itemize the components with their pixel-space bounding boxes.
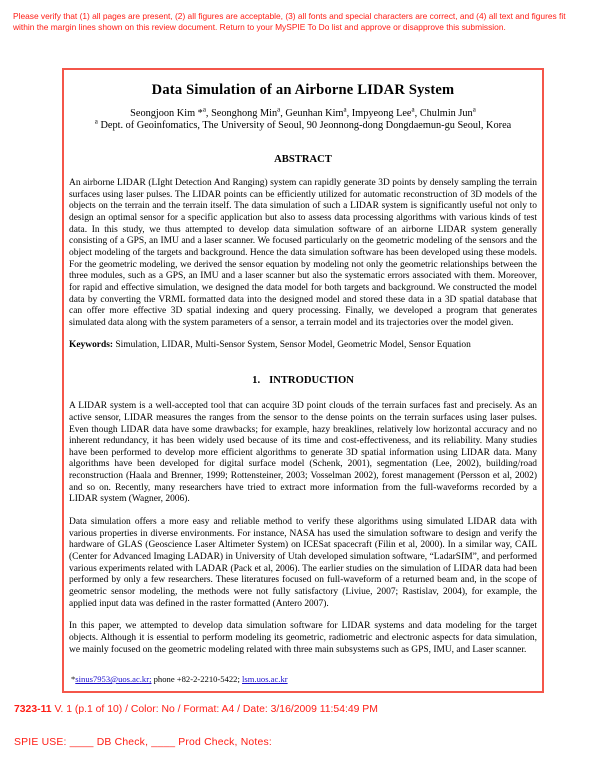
author-affil-mark: a [343, 105, 347, 114]
paper-title: Data Simulation of an Airborne LIDAR System [151, 82, 455, 98]
spie-use-line: SPIE USE: ____ DB Check, ____ Prod Check, Notes: [14, 737, 272, 748]
author-name: Geunhan Kim [285, 108, 344, 119]
footnote-phone: phone +82-2-2210-5422; [151, 674, 243, 684]
paper-id: 7323-11 [14, 704, 52, 715]
author-separator: , [205, 108, 212, 119]
abstract-heading: ABSTRACT [274, 154, 332, 165]
introduction-paragraph: A LIDAR system is a well-accepted tool that can acquire 3D point clouds of the terrain surfaces fast and precisely. As an active sensor, LIDAR measures the ranges from the sensor to the dense points on the terrain surfaces using laser pulses. Even though LIDAR data have some drawbacks; for example, hazy breaklines, relatively low horizontal accuracy and no inherent redundancy, it has been widely used because of its time and cost-effectiveness, and its reliability. Many studies have been performed to develop more efficient algorithms to generate 3D spatial information using LIDAR data. Many algorithms have been developed for digital surface model (Schenk, 2001), segmentation (Lee, 2002), building/road reconstruction (Haala and Brenner, 1999; Rottensteiner, 2003; Vosselman 2002), forest management (Persson et al, 2002) and so on. Recently, many researchers have tried to extract more information from the full-waveforms recorded by a LIDAR system (Wagner, 2006). [69, 401, 537, 505]
affiliation-text: Dept. of Geoinfomatics, The University of Seoul, 90 Jeonnong-dong Dongdaemun-gu Seoul, Korea [97, 120, 512, 131]
author-name: Chulmin Jun [419, 108, 473, 119]
affiliation-mark: a [94, 117, 98, 126]
section-title: INTRODUCTION [269, 375, 354, 387]
section-number: 1. [252, 375, 261, 387]
introduction-heading [69, 375, 537, 386]
author-separator: , [414, 108, 420, 119]
affiliation-line [69, 117, 537, 131]
proof-info: V. 1 (p.1 of 10) / Color: No / Format: A4 / Date: 3/16/2009 11:54:49 PM [51, 704, 378, 715]
introduction-paragraph: Data simulation offers a more easy and reliable method to verify these algorithms using simulated LIDAR data with various properties in diverse environments. For instance, NASA has used the simulation software to design and verify the hardware of GLAS (Geoscience Laser Altimeter System) on ICESat spacecraft (Filin et al, 2000). In a similar way, CAIL (Center for Advanced Imaging LADAR) in University of Utah developed simulation software, “LadarSIM”, and performed various experiments related with LADAR (Pack et al, 2006). The earlier studies on the simulation of LIDAR data had been performed by only a few researchers. These literatures focused on full-waveform of a returned beam and, in the scope of geometric sensor modeling, the methods were not fully satisfactory (Liviue, 2007; Rastislav, 2004), for example, the applied input data was defined in the raster formatted (Antero 2007). [69, 517, 537, 609]
author-affil-mark: a [277, 105, 281, 114]
review-notice: Please verify that (1) all pages are present, (2) all figures are acceptable, (3) all fonts and special characters are correct, and (4) all text and figures fit within the margin lines shown on this review document. Return to your MySPIE To Do list and approve or disapprove this submission. [13, 11, 566, 32]
author-name: Seongjoon Kim * [130, 108, 203, 119]
author-separator: , [346, 108, 352, 119]
keywords-line [69, 340, 537, 352]
author-separator: , [280, 108, 286, 119]
footnote-asterisk: * [71, 674, 76, 684]
author-affil-mark: a [472, 105, 476, 114]
author-line [69, 105, 537, 119]
author-name: Seonghong Min [211, 108, 278, 119]
introduction-paragraph: In this paper, we attempted to develop data simulation software for LIDAR systems and data modeling for the target objects. Although it is essential to perform modeling its geometric, radiometric and electronic aspects for data simulation, we mainly focused on the geometric modeling related with three main subsystems such as GPS, IMU, and Laser scanner. [69, 621, 537, 655]
email-link[interactable]: sinus7953@uos.ac.kr; [75, 674, 152, 684]
keywords-text: Simulation, LIDAR, Multi-Sensor System, Sensor Model, Geometric Model, Sensor Equation [113, 339, 471, 350]
author-affil-mark: a [411, 105, 415, 114]
author-affil-mark: a [202, 105, 206, 114]
manuscript-page [62, 68, 544, 693]
footnote [71, 674, 288, 684]
keywords-label: Keywords: [69, 339, 114, 350]
review-footer-line [14, 704, 378, 715]
website-link[interactable]: lsm.uos.ac.kr [242, 674, 288, 684]
abstract-body: An airborne LIDAR (LIght Detection And Ranging) system can rapidly generate 3D points by densely sampling the terrain surfaces using laser pulses. The LIDAR points can be efficiently utilized for automatic reconstruction of 3D models of the objects on the terrain and the terrain itself. The data simulation of such a LIDAR system is significantly useful not only to design an optimal sensor for a specific application but also to assess data processing algorithms with various kinds of test data. In this study, we thus attempted to develop data simulation software of an airborne LIDAR system generally consisting of a GPS, an IMU and a laser scanner. We focused particularly on the geometric modeling of the sensors and the object modeling of the targets and background. Hence the data simulation software has been developed using these models. For the geometric modeling, we derived the sensor equation by modeling not only the geometric relationships between the three modules, such as a GPS, an IMU and a laser scanner but also the systematic errors associated with them. Moreover, for rapid and effective simulation, we designed the data model for both targets and background. We constructed the model data by converting the VRML formatted data into the designed model and stored these data in a 3D spatial database that can offer more effective 3D spatial indexing and query processing. Finally, we developed a program that generates simulated data along with the system parameters of a sensor, a terrain model and its trajectories over the model given. [69, 178, 537, 328]
author-name: Impyeong Lee [351, 108, 412, 119]
